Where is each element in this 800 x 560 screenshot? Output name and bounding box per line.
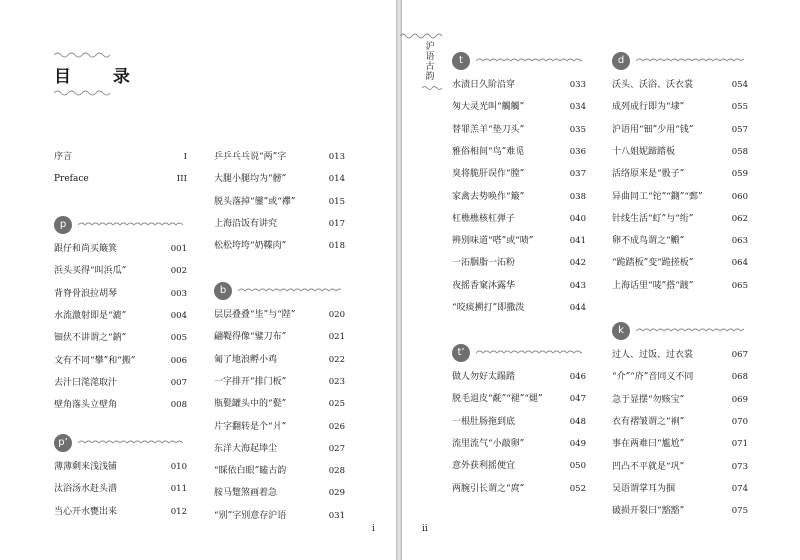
toc-entry-page: 029 bbox=[328, 488, 345, 499]
toc-entry[interactable] bbox=[452, 212, 586, 226]
toc-entry-title: 雅俗相间“鸟”难觅 bbox=[452, 146, 525, 157]
toc-entry-page: 014 bbox=[328, 174, 345, 185]
toc-entry[interactable] bbox=[54, 376, 187, 390]
section-wave-rule bbox=[476, 58, 582, 64]
toc-entry[interactable] bbox=[612, 212, 748, 226]
toc-entry[interactable] bbox=[54, 331, 187, 345]
toc-entry-title: 替罪羔羊“垫刀头” bbox=[452, 124, 525, 135]
toc-entry-title: 针线生活“虰”与“绗” bbox=[612, 213, 694, 224]
toc-entry[interactable] bbox=[612, 279, 748, 293]
section-header bbox=[214, 282, 345, 300]
toc-entry-title: 衣有褶皱谓之“裥” bbox=[612, 416, 685, 427]
toc-section bbox=[612, 52, 748, 291]
toc-entry-page: 007 bbox=[170, 377, 187, 388]
toc-entry[interactable] bbox=[214, 486, 345, 500]
toc-entry-title: 薄薄剩来浅浅铺 bbox=[54, 462, 118, 472]
section-header bbox=[452, 52, 586, 70]
toc-entry-page: 059 bbox=[731, 169, 748, 180]
section-header bbox=[612, 322, 748, 340]
toc-entry-title: 脱头落掉“鑾”或“襻” bbox=[214, 196, 296, 207]
toc-entry-page: 050 bbox=[569, 461, 586, 472]
toc-entry-page: 010 bbox=[170, 462, 187, 472]
toc-entry-title: 匆大灵光叫“觸觸” bbox=[452, 102, 525, 113]
toc-entry[interactable] bbox=[612, 437, 748, 451]
toc-entry-page: 011 bbox=[170, 484, 187, 495]
toc-entry-title: 东洋大海起埲尘 bbox=[214, 443, 278, 454]
toc-entry-page: 074 bbox=[731, 483, 748, 494]
toc-entry-title: 当心开水甕出来 bbox=[54, 506, 118, 517]
toc-entry-page: 033 bbox=[569, 80, 586, 90]
toc-entry-title: 沪语用“钿”少用“钱” bbox=[612, 124, 694, 135]
toc-entry[interactable] bbox=[452, 145, 586, 159]
section-wave-rule bbox=[636, 58, 744, 64]
toc-entry-title: 匍了地浪孵小鸡 bbox=[214, 354, 278, 365]
toc-entry[interactable] bbox=[452, 415, 586, 429]
toc-entry[interactable] bbox=[452, 370, 586, 384]
toc-entry-title: 成列成行即为“埭” bbox=[612, 102, 685, 113]
toc-entry[interactable] bbox=[54, 287, 187, 301]
toc-entry-page: 048 bbox=[569, 416, 586, 427]
toc-entry-title: 卵不成鸟谓之“毈” bbox=[612, 236, 685, 247]
toc-entry-title: 意外获利摇便宜 bbox=[452, 461, 516, 472]
section-header bbox=[612, 52, 748, 70]
toc-entry-page: 004 bbox=[170, 310, 187, 321]
toc-entry[interactable] bbox=[452, 279, 586, 293]
section-letter-badge: t bbox=[452, 52, 470, 70]
toc-entry-page: 057 bbox=[731, 124, 748, 135]
toc-entry-page: 026 bbox=[328, 421, 345, 432]
toc-entry-page: 006 bbox=[170, 355, 187, 366]
toc-entry-title: 浜头买得“叫浜瓜” bbox=[54, 266, 127, 277]
toc-entry-title: 文有不同“攀”和“搬” bbox=[54, 355, 136, 366]
toc-entry-page: 028 bbox=[328, 466, 345, 477]
toc-entry-title: 上海沿饭有讲究 bbox=[214, 218, 278, 229]
toc-entry-title: 急于显摆“勿赅宝” bbox=[612, 394, 685, 405]
toc-entry-title: 大腿小腿均为“髈” bbox=[214, 174, 287, 185]
toc-entry[interactable] bbox=[214, 397, 345, 411]
toc-entry[interactable] bbox=[54, 242, 187, 256]
toc-entry-title: 辨别味道“嗒”或“啧” bbox=[452, 236, 534, 247]
toc-entry[interactable] bbox=[452, 234, 586, 248]
toc-entry-page: 064 bbox=[731, 258, 748, 269]
page-number: i bbox=[372, 524, 375, 534]
toc-entry-page: 043 bbox=[569, 280, 586, 291]
toc-section bbox=[54, 216, 187, 411]
toc-entry-page: 036 bbox=[569, 146, 586, 157]
toc-entry-page: 067 bbox=[731, 350, 748, 360]
toc-entry-page: 027 bbox=[328, 443, 345, 454]
toc-section bbox=[452, 344, 586, 494]
toc-entry[interactable] bbox=[452, 459, 586, 473]
toc-entry[interactable] bbox=[452, 123, 586, 137]
toc-entry-title: 事在两难曰“尴尬” bbox=[612, 439, 685, 450]
toc-entry[interactable] bbox=[214, 308, 345, 322]
section-wave-rule bbox=[78, 222, 183, 228]
section-wave-rule bbox=[476, 350, 582, 356]
toc-section bbox=[612, 322, 748, 517]
toc-entry-title: “介”“庎”音同义不同 bbox=[612, 372, 694, 383]
toc-entry-title: 做人勿好太蹋踏 bbox=[452, 372, 516, 382]
toc-entry[interactable] bbox=[452, 482, 586, 496]
toc-entry-page: I bbox=[183, 152, 187, 162]
toc-entry[interactable] bbox=[54, 309, 187, 323]
toc-entry-page: 046 bbox=[569, 372, 586, 382]
toc-entry-title: “咬痰搠打”即撒泼 bbox=[452, 303, 525, 313]
toc-entry-title: 破损开裂曰“豁豁” bbox=[612, 506, 685, 517]
toc-entry-title: 钿伏不讲谓之“鈉” bbox=[54, 333, 127, 344]
toc-section bbox=[214, 282, 345, 521]
toc-entry-page: 018 bbox=[328, 241, 345, 252]
toc-entry[interactable] bbox=[214, 420, 345, 434]
toc-entry[interactable] bbox=[452, 437, 586, 451]
toc-entry[interactable] bbox=[54, 505, 187, 519]
toc-entry[interactable] bbox=[54, 172, 187, 186]
toc-entry-title: 十八姐妮蹄踏板 bbox=[612, 146, 676, 157]
section-letter-badge: p bbox=[54, 216, 72, 234]
section-wave-rule bbox=[636, 328, 744, 334]
toc-entry-page: 013 bbox=[328, 152, 345, 162]
toc-entry-page: 001 bbox=[170, 244, 187, 254]
toc-entry-title: 层层叠叠“坒”与“陛” bbox=[214, 310, 296, 320]
toc-entry-title: 过人、过饭、过衣裳 bbox=[612, 350, 694, 360]
toc-entry-title: “睬依白眼”瞌古韵 bbox=[214, 466, 287, 477]
toc-entry-title: 上海话里“唛”搭“踱” bbox=[612, 280, 694, 291]
toc-entry-page: 047 bbox=[569, 394, 586, 405]
toc-entry-page: 055 bbox=[731, 102, 748, 113]
toc-entry-page: 069 bbox=[731, 394, 748, 405]
toc-entry[interactable] bbox=[54, 150, 187, 164]
toc-entry[interactable] bbox=[612, 460, 748, 474]
toc-entry-page: 052 bbox=[569, 483, 586, 494]
section-header bbox=[452, 344, 586, 362]
toc-entry-page: 008 bbox=[170, 400, 187, 411]
toc-entry-page: 021 bbox=[328, 332, 345, 343]
toc-entry-title: 一根肚肠拖到底 bbox=[452, 416, 516, 427]
toc-section bbox=[54, 434, 187, 517]
section-letter-badge: b bbox=[214, 282, 232, 300]
toc-entry-page: 002 bbox=[170, 266, 187, 277]
toc-entry-page: 012 bbox=[170, 506, 187, 517]
toc-entry-title: 杠樵樵核杠弹子 bbox=[452, 213, 516, 224]
toc-entry-title: 流里流气“小敲卵” bbox=[452, 438, 525, 449]
toc-entry-title: 一沰胭脂一沰粉 bbox=[452, 258, 516, 269]
toc-entry[interactable] bbox=[214, 375, 345, 389]
section-letter-badge: d bbox=[612, 52, 630, 70]
toc-entry-title: 凹凸不平就是“巩” bbox=[612, 461, 685, 472]
toc-entry-title: 夜摇香窠沐露华 bbox=[452, 280, 516, 291]
toc-entry-title: 背脊骨浪拉胡琴 bbox=[54, 288, 118, 299]
toc-entry-page: 075 bbox=[731, 506, 748, 517]
toc-entry-title: 家禽去势唤作“簸” bbox=[452, 191, 525, 202]
toc-entry[interactable] bbox=[214, 353, 345, 367]
toc-entry[interactable] bbox=[214, 464, 345, 478]
section-letter-badge: p’ bbox=[54, 434, 72, 452]
toc-entry-page: 054 bbox=[731, 80, 748, 90]
toc-entry-page: 042 bbox=[569, 258, 586, 269]
toc-entry[interactable] bbox=[612, 234, 748, 248]
toc-entry-page: 015 bbox=[328, 196, 345, 207]
section-header bbox=[54, 434, 187, 452]
toc-entry-page: 040 bbox=[569, 213, 586, 224]
toc-entry-page: 071 bbox=[731, 439, 748, 450]
toc-entry[interactable] bbox=[214, 150, 345, 164]
toc-entry[interactable] bbox=[612, 370, 748, 384]
toc-entry[interactable] bbox=[54, 482, 187, 496]
toc-entry-page: 070 bbox=[731, 416, 748, 427]
toc-entry[interactable] bbox=[54, 460, 187, 474]
toc-entry[interactable] bbox=[452, 256, 586, 270]
running-head-vertical: 沪语古韵 bbox=[425, 42, 435, 82]
toc-entry-title: 序言 bbox=[54, 152, 73, 162]
toc-entry-page: 035 bbox=[569, 124, 586, 135]
toc-entry-page: 041 bbox=[569, 236, 586, 247]
toc-entry[interactable] bbox=[214, 239, 345, 253]
section-letter-badge: k bbox=[612, 322, 630, 340]
toc-entry-page: 063 bbox=[731, 236, 748, 247]
toc-entry-title: 汰浴汤水赶头潽 bbox=[54, 484, 118, 495]
toc-entry-title: 片字翻转是个“爿” bbox=[214, 421, 287, 432]
toc-entry-title: 水流激射即是“漉” bbox=[54, 310, 127, 321]
toc-entry-page: 020 bbox=[328, 310, 345, 320]
toc-entry-page: 065 bbox=[731, 280, 748, 291]
toc-entry-title: “跪踏板”变“跪搓板” bbox=[612, 258, 694, 269]
toc-entry[interactable] bbox=[612, 348, 748, 362]
toc-entry-title: 臭将脆肝误作“膛” bbox=[452, 169, 525, 180]
toc-entry[interactable] bbox=[452, 301, 586, 315]
toc-entry-title: 壁角落头立壁角 bbox=[54, 400, 118, 411]
toc-entry[interactable] bbox=[452, 392, 586, 406]
toc-entry[interactable] bbox=[612, 123, 748, 137]
section-letter-badge: t’ bbox=[452, 344, 470, 362]
toc-entry[interactable] bbox=[612, 100, 748, 114]
toc-entry-title: 沃头、沃浴、沃衣裳 bbox=[612, 80, 694, 90]
toc-section bbox=[452, 52, 586, 313]
left-page bbox=[0, 0, 396, 560]
toc-entry-title: 脱毛退皮“氄”“褪”“煺” bbox=[452, 394, 543, 405]
toc-entry[interactable] bbox=[214, 195, 345, 209]
toc-entry[interactable] bbox=[612, 78, 748, 92]
toc-entry-page: III bbox=[176, 174, 187, 185]
running-head-wave bbox=[400, 32, 444, 40]
toc-entry-page: 068 bbox=[731, 372, 748, 383]
toc-entry[interactable] bbox=[452, 100, 586, 114]
toc-entry-title: 松松垮垮“奶鞢肉” bbox=[214, 241, 287, 252]
toc-entry-title: 两腕引长谓之“庹” bbox=[452, 483, 525, 494]
toc-entry-page: 017 bbox=[328, 218, 345, 229]
section-header bbox=[54, 216, 187, 234]
toc-entry[interactable] bbox=[214, 330, 345, 344]
toc-entry-page: 058 bbox=[731, 146, 748, 157]
toc-entry-page: 049 bbox=[569, 438, 586, 449]
toc-entry[interactable] bbox=[54, 354, 187, 368]
toc-entry-page: 073 bbox=[731, 461, 748, 472]
toc-entry-title: 活络原来是“骰子” bbox=[612, 169, 685, 180]
toc-entry[interactable] bbox=[612, 256, 748, 270]
toc-entry-title: 瓶甏罐头中的“甏” bbox=[214, 399, 287, 410]
page-number: ii bbox=[422, 524, 428, 534]
toc-entry[interactable] bbox=[214, 217, 345, 231]
page-title: 目 录 bbox=[54, 67, 148, 87]
toc-entry[interactable] bbox=[612, 190, 748, 204]
toc-entry-title: 跟仔和尚买簸箕 bbox=[54, 244, 118, 254]
toc-entry[interactable] bbox=[612, 393, 748, 407]
toc-entry[interactable] bbox=[214, 172, 345, 186]
toc-entry-title: 水渍日久阶沿穿 bbox=[452, 80, 516, 90]
toc-entry-page: 031 bbox=[328, 510, 345, 521]
toc-entry[interactable] bbox=[54, 264, 187, 278]
toc-entry[interactable] bbox=[214, 509, 345, 523]
toc-entry-page: 025 bbox=[328, 399, 345, 410]
toc-entry-page: 005 bbox=[170, 333, 187, 344]
toc-entry[interactable] bbox=[54, 398, 187, 412]
toc-entry-page: 038 bbox=[569, 191, 586, 202]
toc-entry[interactable] bbox=[214, 442, 345, 456]
toc-entry-title: 异曲同工“铊”“鍘”“鄄” bbox=[612, 191, 703, 202]
toc-entry-page: 022 bbox=[328, 354, 345, 365]
toc-entry-title: “别”字别意存沪语 bbox=[214, 510, 287, 521]
toc-entry[interactable] bbox=[612, 145, 748, 159]
toc-entry[interactable] bbox=[612, 482, 748, 496]
toc-entry-page: 034 bbox=[569, 102, 586, 113]
toc-entry-title: 吴语谓掌耳为掴 bbox=[612, 483, 676, 494]
title-top-wave bbox=[54, 52, 112, 58]
toc-entry-title: 胺马蹩煞画着急 bbox=[214, 488, 278, 499]
toc-entry[interactable] bbox=[612, 415, 748, 429]
section-wave-rule bbox=[238, 288, 341, 294]
right-page bbox=[402, 0, 800, 560]
toc-entry-page: 044 bbox=[569, 303, 586, 313]
toc-entry[interactable] bbox=[452, 167, 586, 181]
toc-entry-page: 003 bbox=[170, 288, 187, 299]
toc-entry-page: 060 bbox=[731, 191, 748, 202]
section-wave-rule bbox=[78, 440, 183, 446]
toc-entry-page: 037 bbox=[569, 169, 586, 180]
toc-entry-title: 翩鞮得像“鐾刀布” bbox=[214, 332, 287, 343]
toc-entry-title: 一字排开“排门板” bbox=[214, 376, 287, 387]
toc-entry[interactable] bbox=[452, 190, 586, 204]
toc-entry-page: 062 bbox=[731, 213, 748, 224]
toc-entry[interactable] bbox=[612, 504, 748, 518]
toc-entry-title: 去汁曰滗滗取汁 bbox=[54, 377, 118, 388]
running-head-wave-bottom bbox=[422, 84, 442, 92]
toc-entry-page: 023 bbox=[328, 376, 345, 387]
toc-entry[interactable] bbox=[612, 167, 748, 181]
toc-entry-title: 乒乒乓乓说“两”字 bbox=[214, 152, 287, 162]
toc-entry[interactable] bbox=[452, 78, 586, 92]
toc-entry-title: Preface bbox=[54, 174, 89, 185]
title-bottom-wave bbox=[54, 90, 112, 96]
